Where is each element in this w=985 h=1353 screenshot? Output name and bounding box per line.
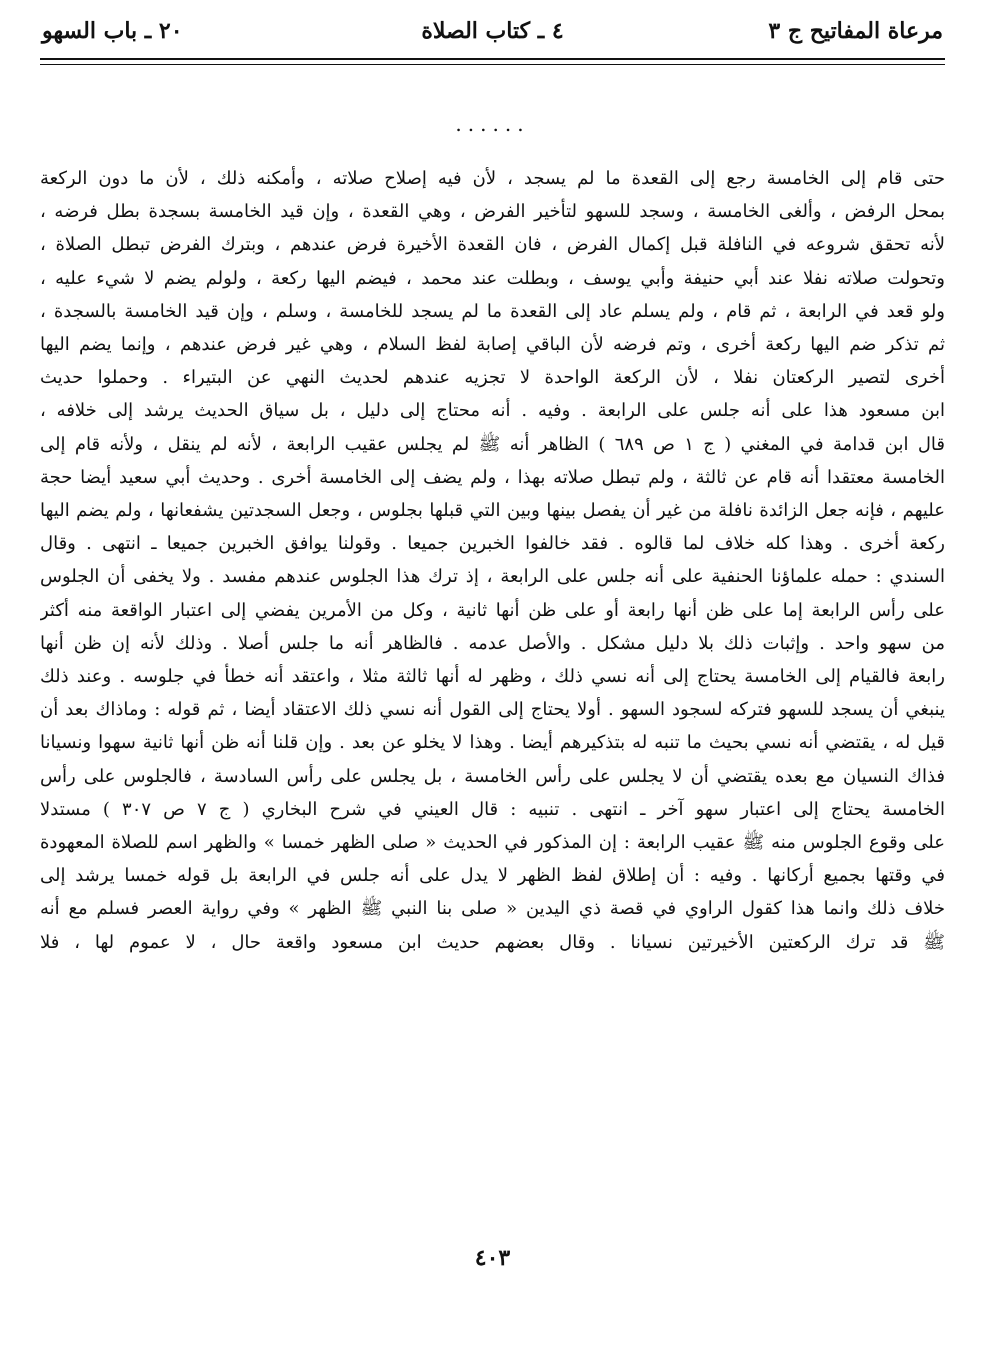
text-line: بمحل الرفض ، وألغى الخامسة ، وسجد للسهو لتأخير الفرض ، وهي القعدة ، وإن قيد الخامسة بسجدة بطل فرضه ، — [40, 201, 945, 223]
header-rule — [40, 58, 945, 60]
text-line: وتحولت صلاته نفلا عند أبي حنيفة وأبي يوسف ، وبطلت عند محمد ، فيضم اليها ركعة ، ولولم يضم لا شيء عليه ، — [40, 267, 945, 289]
running-header — [40, 14, 945, 54]
text-line: في وقتها بجميع أركانها . وفيه : أن إطلاق لفظ الظهر لا يدل على أنه جلس في الرابعة بل قوله خمسا يرشد إلى — [40, 865, 945, 887]
book-title: مرعاة المفاتيح ج ٣ — [768, 18, 943, 44]
text-line: فذاك النسيان مع بعده يقتضي أن لا يجلس على رأس الخامسة ، بل يجلس على رأس السادسة ، فالجلوس على رأس — [40, 765, 945, 787]
header-rule-thin — [40, 64, 945, 65]
text-line: ولو قعد في الرابعة ، ثم قام ، ولم يسلم عاد إلى القعدة ما لم يسجد للخامسة ، وسلم ، وإن قيد الخامسة بالسجدة ، — [40, 300, 945, 322]
text-line: على رأس الرابعة إما على ظن أنها رابعة أو على ظن أنها ثانية ، وكل من الأمرين يفضي إلى اعتبار الواقعة منه أكثر — [40, 599, 945, 621]
text-line: قال ابن قدامة في المغني ( ج ١ ص ٦٨٩ ) الظاهر أنه ﷺ لم يجلس عقيب الرابعة ، لأنه لم ينقل ، ولأنه قام إلى — [40, 433, 945, 455]
body-text — [40, 162, 945, 1243]
text-line: رابعة فالقيام إلى الخامسة يحتاج إلى أنه نسي ذلك ، وظهر له أنها ثالثة مثلا ، واعتقد أنه خطأ في جلوسه . وعند ذلك — [40, 666, 945, 688]
text-line: خلاف ذلك وانما هذا كقول الراوي في قصة ذي اليدين « صلى بنا النبي ﷺ الظهر » وفي رواية العصر فسلم مع أنه — [40, 898, 945, 920]
text-line: لأنه تحقق شروعه في النافلة قبل إكمال الفرض ، فان القعدة الأخيرة فرض عندهم ، وبترك الفرض تبطل الصلاة ، — [40, 234, 945, 256]
text-line: حتى قام إلى الخامسة رجع إلى القعدة ما لم يسجد ، لأن فيه إصلاح صلاته ، وأمكنه ذلك ، لأن ما دون الركعة — [40, 168, 945, 189]
text-line: الخامسة يحتاج إلى اعتبار سهو آخر ـ انتهى . تنبيه : قال العيني في شرح البخاري ( ج ٧ ص ٣٠٧ ) مستدلا — [40, 798, 945, 820]
section-separator: ...... — [455, 112, 530, 136]
chapter-title: ٢٠ ـ باب السهو — [42, 18, 183, 44]
text-line: ثم تذكر ضم اليها ركعة أخرى ، وتم فرضه لأن الباقي إصابة لفظ السلام ، وهي غير فرض عندهم ، وإنما يضم اليها — [40, 334, 945, 356]
text-line: من سهو واحد . وإثبات ذلك بلا دليل مشكل . والأصل عدمه . فالظاهر أنه ما جلس أصلا . وذلك لأنه إن ظن أنها — [40, 632, 945, 654]
text-line: قيل له ، يقتضي أنه نسي بحيث ما تنبه له بتذكيرهم أيضا . وهذا لا يخلو عن بعد . وإن قلنا أنه ظن أنها ثانية سهوا ونسيانا — [40, 732, 945, 754]
text-line: ابن مسعود هذا على أنه جلس على الرابعة . وفيه . أنه محتاج إلى دليل ، بل سياق الحديث يرشد إلى خلافه ، — [40, 400, 945, 422]
text-line: على وقوع الجلوس منه ﷺ عقيب الرابعة : إن المذكور في الحديث « صلى الظهر خمسا » والظهر اسم للصلاة المعهودة — [40, 832, 945, 854]
text-line: عليهم ، فإنه جعل الزائدة نافلة من غير أن يفصل بينها وبين التي قبلها بجلوس ، وجعل السجدتين يشفعانها ، ولم يضم اليها — [40, 500, 945, 522]
text-line: الخامسة معتقدا أنه قام عن ثالثة ، ولم تبطل صلاته بهذا ، ولم يضف إلى الخامسة أخرى . وحديث أبي سعيد أيضا حجة — [40, 466, 945, 488]
text-line: ركعة أخرى . وهذا كله خلاف لما قالوه . فقد خالفوا الخبرين جميعا . وقولنا يوافق الخبرين جميعا ـ انتهى . وقال — [40, 533, 945, 555]
text-line: أخرى لتصير الركعتان نفلا ، لأن الركعة الواحدة لا تجزيه عندهم لحديث النهي عن البتيراء . وحملوا حديث — [40, 367, 945, 389]
page-number: ٤٠٣ — [474, 1245, 511, 1271]
section-title: ٤ ـ كتاب الصلاة — [421, 18, 564, 44]
text-line: ينبغي أن يسجد للسهو فتركه لسجود السهو . أولا يحتاج إلى القول أنه نسي ذلك الاعتقاد أيضا ، ثم قوله : وماذاك بعد أن — [40, 699, 945, 721]
text-line: ﷺ قد ترك الركعتين الأخيرتين نسيانا . وقال بعضهم حديث ابن مسعود واقعة حال ، لا عموم لها ، فلا — [40, 931, 945, 953]
text-line: السندي : حمله علماؤنا الحنفية على أنه جلس على الرابعة ، إذ ترك هذا الجلوس عندهم مفسد . ولا يخفى أن الجلوس — [40, 566, 945, 588]
